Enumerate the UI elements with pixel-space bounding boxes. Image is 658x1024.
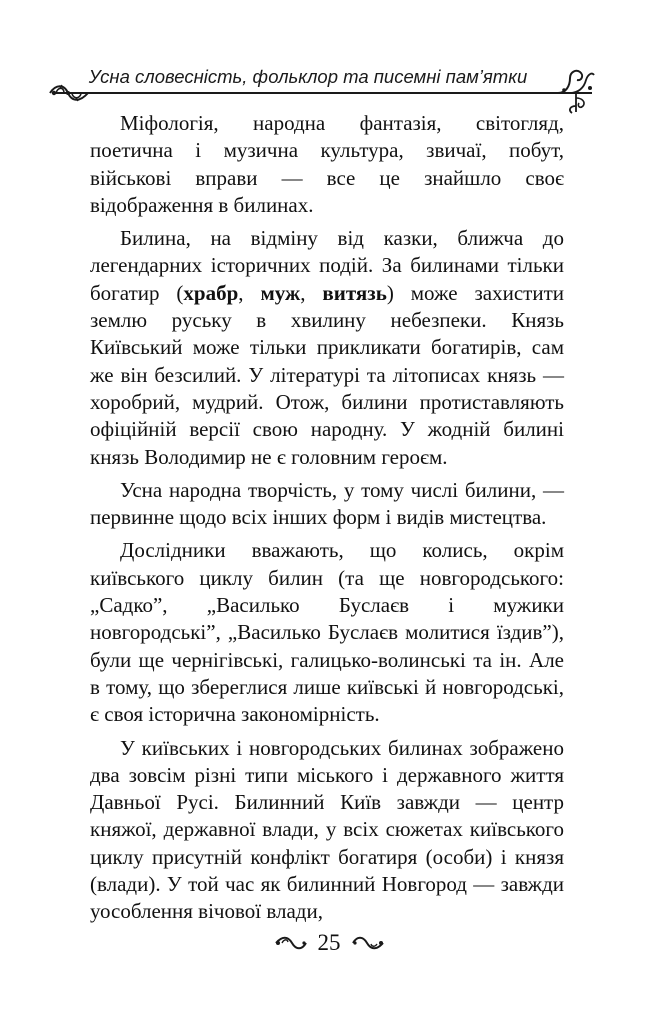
page-number: 25 bbox=[317, 930, 341, 955]
bold-term-vytiaz: витязь bbox=[322, 280, 387, 305]
bold-term-muzh: муж bbox=[260, 280, 301, 305]
paragraph-3: Усна народна творчість, у тому числі билини, — первинне щодо всіх інших форм і видів мистецтва. bbox=[90, 477, 564, 530]
paragraph-2: Билина, на відміну від казки, ближча до легендарних історичних подій. За билинами тільки богатир (храбр, муж, витязь) може захистити землю руську в хвилину небезпеки. Князь Київський може тільки прикликати богатирів, сам же він безсилий. У літературі та літописах князь — хоробрий, мудрий. Отож, билини протиставляють офіційній версії свою народну. У жодній билині князь Володимир не є головним героєм. bbox=[90, 226, 565, 469]
paragraph-4: Дослідники вважають, що колись, окрім київського циклу билин (та ще новгородського: „Садко”, „Василько Буслаєв і мужики новгородські”, „Василько Буслаєв молитися їздив”), були ще чернігівські, галицько-волинські та ін. Але в тому, що збереглися лише київські й новгородські, є своя історична закономірність. bbox=[90, 538, 564, 727]
corner-flourish-icon bbox=[556, 66, 596, 116]
paragraph-1: Міфологія, народна фантазія, світогляд, поетична і музична культура, звичаї, побут, військові вправи — все це знайшло своє відображення в билинах. bbox=[90, 111, 564, 217]
page-footer bbox=[0, 928, 658, 958]
floral-ornament-icon bbox=[48, 82, 90, 104]
header-rule bbox=[52, 92, 592, 94]
bold-term-khrabr: храбр bbox=[183, 280, 239, 305]
body-text bbox=[90, 110, 564, 932]
floral-ornament-icon bbox=[351, 935, 385, 951]
paragraph-5: У київських і новгородських билинах зображено два зовсім різні типи міського і державного життя Давньої Русі. Билинний Київ завжди — центр княжої, державної влади, у всіх сюжетах київського циклу присутній конфлікт богатиря (особи) і князя (влади). У той час як билинний Новгород — завжди уособлення вічової влади, bbox=[90, 735, 564, 924]
running-head: Усна словесність, фольклор та писемні пам’ятки bbox=[88, 66, 528, 87]
floral-ornament-icon bbox=[274, 935, 308, 951]
